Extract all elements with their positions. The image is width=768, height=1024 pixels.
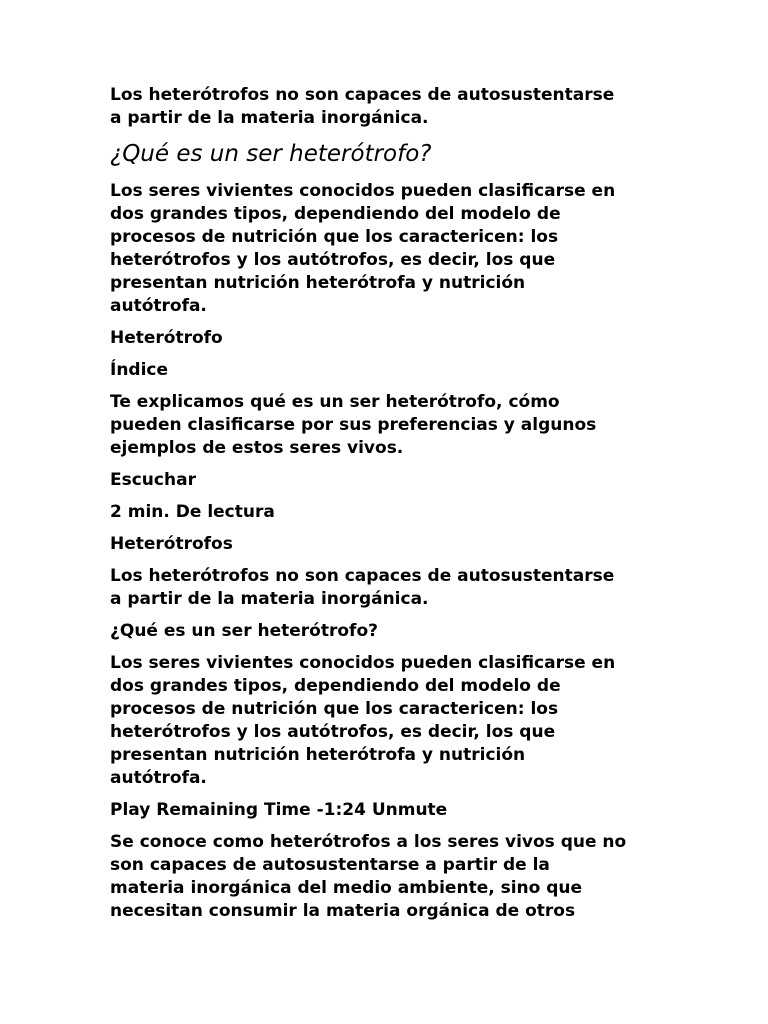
intro-paragraph-repeat: Los heterótrofos no son capaces de autosustentarse a partir de la materia inorgánica.: [110, 566, 615, 609]
intro-paragraph: Los heterótrofos no son capaces de autosustentarse a partir de la materia inorgánica.: [110, 85, 615, 128]
classification-paragraph-repeat: Los seres vivientes conocidos pueden clasificarse en dos grandes tipos, dependiendo del modelo de procesos de nutrición que los caractericen: los heterótrofos y los autótrofos, es decir, los que presentan nutrición heterótrofa y nutrición autótrofa.: [110, 653, 616, 788]
classification-paragraph: Los seres vivientes conocidos pueden clasificarse en dos grandes tipos, dependiendo del modelo de procesos de nutrición que los caractericen: los heterótrofos y los autótrofos, es decir, los que presentan nutrición heterótrofa y nutrición autótrofa.: [110, 181, 616, 316]
document-page: [110, 84, 670, 932]
player-controls-text: Play Remaining Time -1:24 Unmute: [110, 800, 448, 820]
definition-paragraph: Se conoce como heterótrofos a los seres vivos que no son capaces de autosustentarse a partir de la materia inorgánica del medio ambiente, sino que necesitan consumir la materia orgánica de otros: [110, 832, 627, 921]
reading-time: 2 min. De lectura: [110, 502, 275, 522]
question-heading: ¿Qué es un ser heterótrofo?: [110, 621, 378, 641]
main-heading: ¿Qué es un ser heterótrofo?: [110, 141, 432, 167]
index-label: Índice: [110, 360, 169, 380]
explanation-paragraph: Te explicamos qué es un ser heterótrofo, cómo pueden clasificarse por sus preferencias y algunos ejemplos de estos seres vivos.: [110, 392, 597, 458]
heterotrofo-title: Heterótrofo: [110, 328, 223, 348]
section-title: Heterótrofos: [110, 534, 233, 554]
listen-label: Escuchar: [110, 470, 196, 490]
